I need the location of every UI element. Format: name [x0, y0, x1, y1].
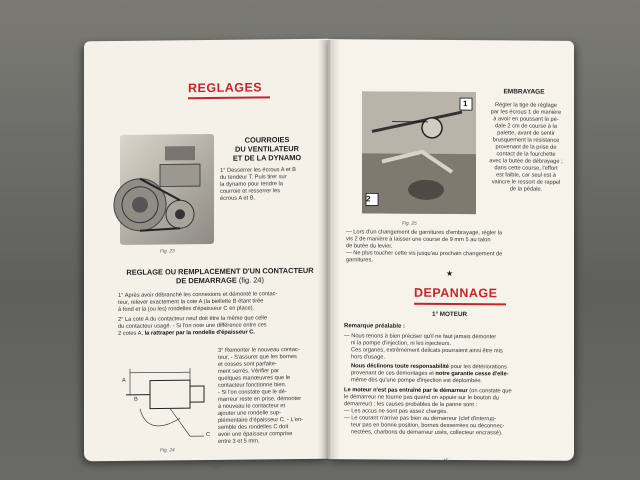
embrayage-line: à avoir en poussant la pé-	[493, 116, 559, 123]
courroies-line: 1° Desserrer les écrous A et B	[220, 167, 296, 174]
remarque-line: Ces organes, extrêmement délicats pourraient ainsi être mis	[351, 347, 503, 355]
fig25-caption: Fig. 25	[402, 221, 417, 227]
moteur-line: (on constate que	[467, 388, 512, 395]
remarque-line: — Nous tenons à bien préciser qu'il ne faut jamais démonter	[344, 333, 497, 341]
declinons-line: même dès qu'une pompe d'injection est déplombée.	[351, 377, 483, 385]
remontage-line: semble des rondelles C doit	[218, 424, 289, 431]
embrayage-line: par les écrous 1 de manière	[490, 109, 562, 116]
remontage-line: et cosses sont parfaite-	[218, 361, 277, 368]
remontage-line: marreur reste en prise, démonter	[218, 396, 302, 403]
contacteur-heading	[118, 266, 322, 286]
remarque-line: ni la pompe d'injection, ni les injecteurs.	[351, 340, 452, 348]
embrayage-line: dale 2 cm de course à la	[495, 123, 557, 130]
moteur-bold: Le moteur n'est pas entraîné par le démarreur	[344, 387, 468, 395]
remontage-line: - Si l'on constate que le dé-	[218, 389, 287, 396]
moteur-line: — Le courant n'arrive pas bien au démarreur (clef d'interrup-	[344, 415, 497, 423]
contacteur-line: teur, relever exactement la cote A (la biellette B étant tirée	[118, 298, 264, 306]
courroies-heading	[212, 135, 322, 163]
remontage-line: ment serrés. Vérifier par	[218, 368, 280, 375]
embrayage-line: provenant de la prise de	[495, 144, 557, 151]
contacteur-heading-figref: (fig. 24)	[238, 275, 264, 285]
declinons-line: provenant de ces démontages et	[351, 370, 436, 377]
embrayage-text	[484, 102, 568, 194]
contacteur-line: à fond et la (ou les) rondelles d'épaisseur C en place).	[118, 305, 255, 313]
embrayage-heading: EMBRAYAGE	[503, 88, 545, 96]
remontage-line: 3° Remonter le nouveau contac-	[218, 347, 300, 354]
book-gutter	[318, 40, 340, 460]
moteur-line: le démarreur ne tourne pas quand on appuie sur le bouton du	[344, 394, 499, 402]
embrayage-line: Régler la tige de réglage	[495, 102, 557, 109]
fig24-label-a: A	[122, 377, 126, 384]
embrayage-line: vaincre le ressort de rappel	[491, 179, 561, 186]
contacteur-text	[118, 291, 324, 338]
embrayage-bullets	[346, 229, 560, 265]
remontage-line: ajouter une rondelle sup-	[218, 410, 281, 417]
fig23-caption: Fig. 23	[160, 249, 175, 255]
section-separator-star-icon: ★	[446, 268, 454, 279]
courroies-text	[220, 167, 324, 203]
moteur-line: nectées, charbons du démarreur usés, collecteur encrassé).	[351, 429, 503, 437]
depannage-title: DEPANNAGE	[414, 285, 498, 301]
moteur-heading: 1° MOTEUR	[432, 310, 468, 319]
fig24-label-b: B	[134, 396, 138, 403]
right-page	[328, 39, 574, 465]
courroies-line: courroie et resserrer les	[220, 188, 281, 195]
depannage-title-underline	[414, 303, 506, 305]
embrayage-bullet-line: — Ne plus toucher cette vis jusqu'au prochain changement de	[346, 250, 503, 258]
contacteur-line: 2 cotes A,	[118, 330, 145, 337]
moteur-line: teur pas en bonne position, bornes desserrées ou déconnec-	[351, 422, 505, 430]
embrayage-bullet-line: — Lors d'un changement de garnitures d'embrayage, régler la	[346, 229, 503, 237]
contacteur-heading-line2: DE DEMARRAGE	[176, 275, 237, 286]
remarque-line: hors d'usage.	[351, 354, 385, 361]
contacteur-heading-line1: REGLAGE OU REMPLACEMENT D'UN CONTACTEUR	[126, 265, 314, 277]
contacteur-line: 1° Après avoir débranché les connexions et démonté le contac-	[118, 291, 278, 299]
embrayage-line: avec la butée de débrayage ;	[489, 158, 563, 165]
courroies-heading-line1: COURROIES	[244, 135, 290, 145]
contacteur-line: 2° La cote A du contacteur neuf doit être la même que celle	[118, 315, 267, 323]
embrayage-photo-drawing	[362, 91, 476, 214]
embrayage-line: brusquement la résistance	[492, 137, 560, 144]
courroies-line: du tendeur T. Puis tirer sur	[220, 174, 287, 181]
fig24-caption: Fig. 24	[160, 448, 175, 454]
remontage-line: à nouveau le contacteur et	[218, 403, 286, 410]
embrayage-bullet-line: vis 2 de manière à laisser une course de 9 mm 5 au talon	[346, 236, 491, 244]
courroies-line: la dynamo pour tendre la	[220, 181, 283, 188]
declinons-bold: Nous déclinons toute responsabilité	[351, 363, 449, 370]
remarque-text	[344, 333, 564, 438]
contacteur-line: du contacteur usagé. - Si l'on note une différence entre ces	[118, 322, 267, 330]
embrayage-line: de la pédale.	[509, 186, 543, 193]
reglages-title-underline	[188, 96, 270, 98]
embrayage-callout-1: 1	[463, 99, 468, 109]
left-page	[84, 39, 328, 471]
embrayage-line: palette, avant de sentir	[497, 130, 555, 137]
remontage-line: contacteur fonctionne bien.	[218, 382, 287, 389]
remontage-line: quelques manœuvres que le	[218, 375, 291, 382]
garantie-bold: notre garantie cesse d'elle-	[435, 370, 509, 378]
embrayage-line: dans cette course, l'effort	[494, 165, 558, 172]
remarque-heading: Remarque préalable :	[344, 323, 406, 330]
remontage-line: avoir une épaisseur comprise	[218, 431, 293, 438]
remontage-line: teur, - S'assurer que les bornes	[218, 354, 297, 361]
right-page-number: - 45 -	[440, 457, 452, 465]
courroies-line: écrous A et B.	[220, 195, 256, 202]
left-page-number: - 43 -	[210, 464, 222, 471]
fig24-label-c: C	[206, 431, 211, 438]
reglages-title: REGLAGES	[188, 80, 263, 96]
embrayage-line: contact de la fourchette	[496, 151, 556, 158]
courroies-heading-line3: ET DE LA DYNAMO	[232, 153, 302, 163]
moteur-line: — Les accus ne sont pas assez chargés.	[344, 408, 448, 415]
remontage-line: plémentaire d'épaisseur C. - L'en-	[218, 416, 303, 424]
embrayage-bullet-line: garnitures.	[346, 257, 373, 264]
declinons-line: pour les détériorations	[448, 363, 507, 371]
contacteur-bold-tail: la rattraper par la rondelle d'épaisseur C.	[144, 329, 255, 337]
embrayage-callout-2: 2	[366, 194, 371, 204]
remontage-line: entre 3 et 5 mm.	[218, 438, 260, 445]
remontage-text	[218, 347, 326, 446]
dynamo-drawing	[120, 134, 214, 245]
courroies-heading-line2: DU VENTILATEUR	[235, 144, 299, 154]
moteur-line: démarreur) ; les causes probables de la panne sont :	[344, 401, 478, 409]
embrayage-line: est faible, car seul est à	[496, 172, 556, 179]
embrayage-bullet-line: de butée du levier.	[346, 243, 393, 250]
